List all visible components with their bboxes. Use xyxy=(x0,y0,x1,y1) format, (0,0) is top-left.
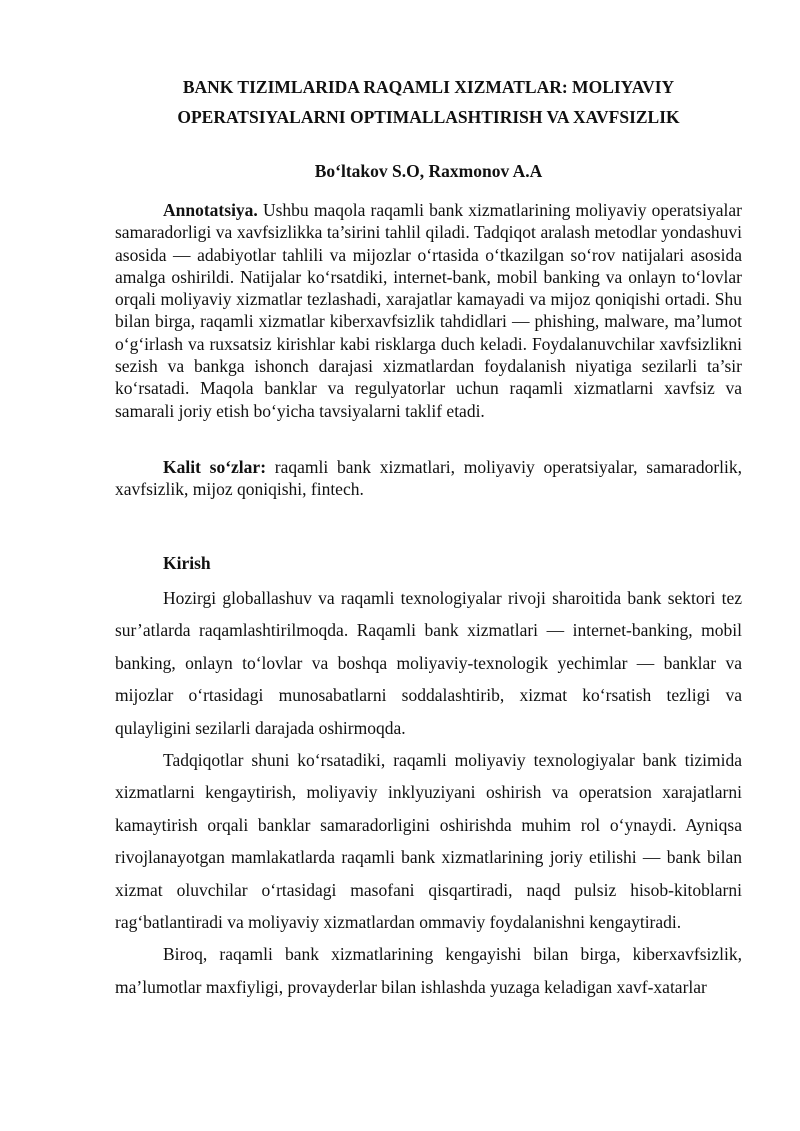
keywords xyxy=(115,456,742,501)
title-line-1: BANK TIZIMLARIDA RAQAMLI XIZMATLAR: MOLIYAVIY xyxy=(182,77,675,97)
paragraph: Hozirgi globallashuv va raqamli texnologiyalar rivoji sharoitida bank sektori tez sur’atlarda raqamlashtirilmoqda. Raqamli bank xizmatlari — internet-banking, mobil banking, onlayn to‘lovlar va boshqa moliyaviy-texnologik yechimlar — banklar va mijozlar o‘rtasidagi munosabatlarni soddalashtirib, xizmat ko‘rsatish tezligi va qulayligini sezilarli darajada oshirmoqda. xyxy=(115,588,742,738)
keywords-text: raqamli bank xizmatlari, moliyaviy operatsiyalar, samaradorlik, xavfsizlik, mijoz qoniqishi, fintech. xyxy=(115,457,742,500)
paragraph: Biroq, raqamli bank xizmatlarining kengayishi bilan birga, kiberxavfsizlik, ma’lumotlar maxfiyligi, provayderlar bilan ishlashda yuzaga keladigan xavf-xatarlar xyxy=(115,944,742,997)
paragraph: Tadqiqotlar shuni ko‘rsatadiki, raqamli moliyaviy texnologiyalar bank tizimida xizmatlarni kengaytirish, moliyaviy inklyuziyani oshirish va operatsion xarajatlarni kamaytirish orqali banklar samaradorligini oshirishda muhim rol o‘ynaydi. Ayniqsa rivojlanayotgan mamlakatlarda raqamli bank xizmatlarining joriy etilishi — bank bilan xizmat oluvchilar o‘rtasidagi masofani qisqartiradi, naqd pulsiz hisob-kitoblarni rag‘batlantiradi va moliyaviy xizmatlardan ommaviy foydalanishni kengaytiradi. xyxy=(115,750,742,933)
paper-title xyxy=(115,72,742,132)
introduction-body xyxy=(115,582,742,1003)
abstract xyxy=(115,199,742,422)
keywords-label: Kalit so‘zlar: xyxy=(163,457,267,477)
abstract-text: Ushbu maqola raqamli bank xizmatlarining moliyaviy operatsiyalar samaradorligi va xavfsizlikka ta’sirini tahlil qiladi. Tadqiqot aralash metodlar yondashuvi asosida — adabiyotlar tahlili va mijozlar o‘rtasida o‘tkazilgan so‘rov natijalari asosida amalga oshirildi. Natijalar ko‘rsatdiki, internet-bank, mobil banking va onlayn to‘lovlar orqali moliyaviy xizmatlar tezlashadi, xarajatlar kamayadi va mijoz qoniqishi ortadi. Shu bilan birga, raqamli xizmatlar kiberxavfsizlik tahdidlari — phishing, malware, ma’lumot o‘g‘irlash va ruxsatsiz kirishlar kabi risklarga duch keladi. Foydalanuvchilar xavfsizlikni sezish va bankga ishonch darajasi xizmatlardan foydalanish niyatiga sezilarli ta’sir ko‘rsatadi. Maqola banklar va regulyatorlar uchun raqamli xizmatlarni xavfsiz va samarali joriy etish bo‘yicha tavsiyalarni taklif etadi. xyxy=(115,200,742,421)
title-line-2: OPERATSIYALARNI OPTIMALLASHTIRISH VA XAVFSIZLIK xyxy=(177,107,680,127)
authors: Bo‘ltakov S.O, Raxmonov A.A xyxy=(314,161,543,181)
section-heading-introduction: Kirish xyxy=(163,553,211,573)
abstract-label: Annotatsiya. xyxy=(163,200,258,220)
